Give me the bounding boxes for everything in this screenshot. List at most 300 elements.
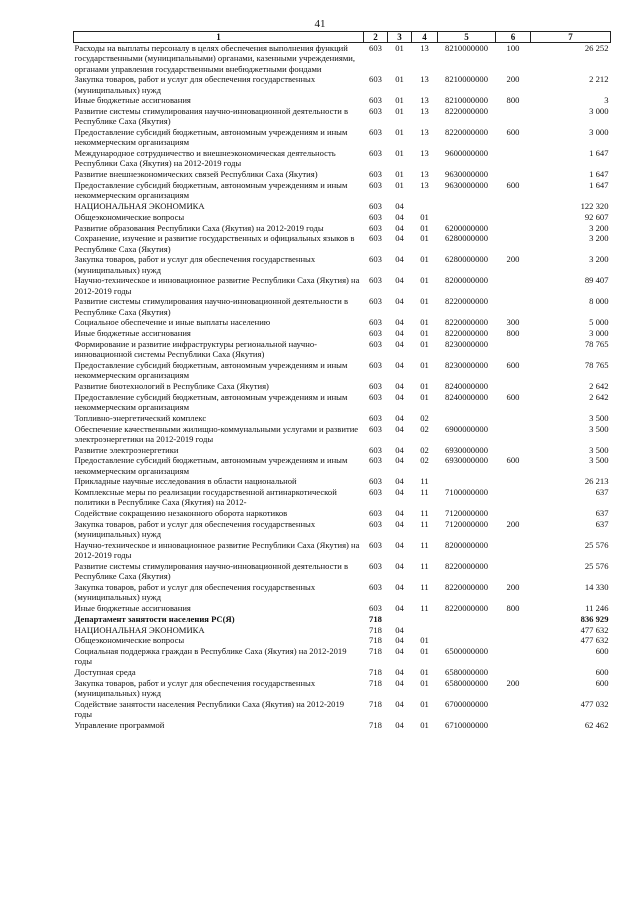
budget-table xyxy=(73,31,611,731)
cell-c6 xyxy=(496,381,531,392)
cell-c4: 01 xyxy=(420,254,429,265)
cell-c4: 13 xyxy=(420,43,429,54)
cell-c4: 13 xyxy=(420,169,429,180)
cell-c5 xyxy=(438,476,496,487)
cell-c3: 01 xyxy=(395,95,404,106)
cell-c6: 600 xyxy=(506,391,520,402)
table-row xyxy=(74,317,611,328)
cell-name: Формирование и развитие инфраструктуры региональной научно-инновационной системы Республики Саха (Якутия) xyxy=(74,338,318,360)
cell-c4: 11 xyxy=(420,508,429,519)
cell-name: Комплексные меры по реализации государственной антинаркотической политики в Республике Саха (Якутия) на 2012- xyxy=(74,487,337,508)
cell-c2: 718 xyxy=(369,624,382,635)
cell-c2: 603 xyxy=(369,74,382,85)
table-row xyxy=(74,127,611,148)
cell-c7: 3 200 xyxy=(589,254,609,265)
cell-c6 xyxy=(496,476,531,487)
cell-c7: 25 576 xyxy=(584,539,609,550)
cell-c2: 603 xyxy=(369,201,382,211)
table-row xyxy=(74,201,611,212)
cell-c4: 01 xyxy=(420,317,429,328)
cell-c3: 04 xyxy=(395,359,404,370)
cell-c6 xyxy=(496,275,531,296)
cell-name: Управление программой xyxy=(74,719,165,730)
cell-c5: 8210000000 xyxy=(445,43,488,54)
cell-c4: 01 xyxy=(420,222,429,233)
cell-c7: 92 607 xyxy=(584,211,609,222)
table-row xyxy=(74,275,611,296)
cell-c6: 800 xyxy=(506,602,520,613)
cell-c3: 04 xyxy=(395,487,404,498)
cell-name: НАЦИОНАЛЬНАЯ ЭКОНОМИКА xyxy=(74,201,205,211)
table-row xyxy=(74,487,611,508)
cell-c3: 04 xyxy=(395,444,404,455)
table-row xyxy=(74,254,611,275)
cell-c2: 603 xyxy=(369,275,382,286)
cell-c2: 603 xyxy=(369,380,382,391)
cell-c7: 78 765 xyxy=(584,359,609,370)
cell-c7: 3 500 xyxy=(589,444,609,455)
cell-c6: 200 xyxy=(506,254,520,265)
cell-c4: 11 xyxy=(420,560,429,571)
cell-c3: 01 xyxy=(395,169,404,180)
cell-c6 xyxy=(496,169,531,180)
table-row xyxy=(74,74,611,95)
table-row xyxy=(74,445,611,456)
cell-c7: 1 647 xyxy=(589,180,609,190)
cell-c4: 02 xyxy=(420,444,429,455)
cell-c7: 78 765 xyxy=(584,338,609,349)
cell-c3: 04 xyxy=(395,476,404,487)
cell-c5: 8230000000 xyxy=(445,359,488,370)
cell-c4 xyxy=(412,614,438,625)
cell-c5: 6280000000 xyxy=(445,233,488,244)
cell-c3: 04 xyxy=(395,677,404,688)
cell-c3: 04 xyxy=(395,581,404,592)
cell-c2: 718 xyxy=(369,719,382,730)
cell-c6: 600 xyxy=(506,455,520,466)
cell-name: Сохранение, изучение и развитие государственных и официальных языков в Республике Саха (Якутия) xyxy=(74,233,355,254)
cell-c4: 11 xyxy=(420,602,429,613)
cell-c4: 13 xyxy=(420,180,429,190)
cell-c4: 01 xyxy=(420,380,429,391)
header-col-7: 7 xyxy=(531,32,611,43)
cell-name: Закупка товаров, работ и услуг для обеспечения государственных (муниципальных) нужд xyxy=(74,677,316,699)
cell-c6 xyxy=(496,413,531,424)
cell-c4: 02 xyxy=(420,423,429,434)
cell-c2: 718 xyxy=(369,613,382,624)
cell-c2: 718 xyxy=(369,667,382,678)
cell-c7: 2 642 xyxy=(589,380,609,391)
cell-c2: 718 xyxy=(369,677,382,688)
cell-c6 xyxy=(496,339,531,360)
cell-name: Общеэкономические вопросы xyxy=(74,635,185,646)
cell-c7: 8 000 xyxy=(589,296,609,307)
table-row xyxy=(74,233,611,254)
header-col-1: 1 xyxy=(74,32,364,43)
cell-name: Предоставление субсидий бюджетным, автономным учреждениям и иным некоммерческим организациям xyxy=(74,127,348,148)
cell-c6 xyxy=(496,106,531,127)
cell-c3 xyxy=(388,614,412,625)
cell-c5: 8220000000 xyxy=(445,328,488,339)
cell-c2: 603 xyxy=(369,444,382,455)
cell-c5: 8200000000 xyxy=(445,275,488,286)
cell-c5: 6580000000 xyxy=(445,667,488,678)
cell-c2: 603 xyxy=(369,391,382,402)
cell-c5: 7120000000 xyxy=(445,508,488,519)
cell-c2: 603 xyxy=(369,455,382,466)
cell-c6 xyxy=(496,212,531,223)
cell-c2: 603 xyxy=(369,296,382,307)
cell-c5: 6280000000 xyxy=(445,254,488,265)
cell-c3: 04 xyxy=(395,328,404,339)
cell-c3: 01 xyxy=(395,74,404,85)
cell-c4: 01 xyxy=(420,667,429,678)
table-row xyxy=(74,561,611,582)
table-row xyxy=(74,360,611,381)
cell-c7: 637 xyxy=(595,508,609,519)
cell-c6 xyxy=(496,201,531,212)
cell-c3: 01 xyxy=(395,148,404,159)
cell-c3: 04 xyxy=(395,455,404,466)
cell-c3: 04 xyxy=(395,635,404,646)
cell-c3: 04 xyxy=(395,624,404,635)
table-body xyxy=(74,43,611,731)
table-row xyxy=(74,476,611,487)
cell-c5: 8240000000 xyxy=(445,391,488,402)
table-row xyxy=(74,106,611,127)
cell-c6: 200 xyxy=(506,581,520,592)
cell-name: Расходы на выплаты персоналу в целях обеспечения выполнения функций государственными (муниципальными) органами, казенными учреждениями, органами управления государственными внебюджетными фондами xyxy=(74,43,356,74)
cell-c2: 603 xyxy=(369,539,382,550)
cell-c2: 718 xyxy=(369,646,382,657)
cell-c6 xyxy=(496,561,531,582)
cell-c2: 603 xyxy=(369,148,382,159)
cell-c7: 600 xyxy=(595,677,609,688)
cell-c2: 603 xyxy=(369,412,382,423)
cell-c7: 14 330 xyxy=(584,581,609,592)
cell-c7: 3 200 xyxy=(589,233,609,244)
cell-c6 xyxy=(496,296,531,317)
cell-name: Социальное обеспечение и иные выплаты населению xyxy=(74,317,271,328)
table-row xyxy=(74,720,611,731)
cell-name: Научно-техническое и инновационное развитие Республики Саха (Якутия) на 2012-2019 годы xyxy=(74,539,360,561)
cell-c7: 836 929 xyxy=(580,613,609,624)
table-row xyxy=(74,339,611,360)
cell-c5: 6580000000 xyxy=(445,677,488,688)
cell-c5: 8210000000 xyxy=(445,95,488,106)
cell-c6: 600 xyxy=(506,127,520,138)
cell-c5: 8220000000 xyxy=(445,127,488,138)
cell-c7: 2 212 xyxy=(589,74,609,85)
cell-name: Закупка товаров, работ и услуг для обеспечения государственных (муниципальных) нужд xyxy=(74,518,316,540)
cell-c4: 13 xyxy=(420,127,429,138)
cell-name: Социальная поддержка граждан в Республике Саха (Якутия) на 2012-2019 годы xyxy=(74,646,347,667)
cell-c5 xyxy=(438,614,496,625)
cell-c4: 13 xyxy=(420,95,429,106)
cell-c2: 603 xyxy=(369,169,382,180)
cell-c7: 477 632 xyxy=(580,624,609,635)
cell-name: Развитие внешнеэкономических связей Республики Саха (Якутия) xyxy=(74,169,318,180)
cell-c6 xyxy=(496,625,531,636)
cell-c2: 603 xyxy=(369,233,382,244)
cell-c6 xyxy=(496,487,531,508)
cell-c6: 200 xyxy=(506,677,520,688)
cell-c5 xyxy=(438,212,496,223)
cell-c5: 6900000000 xyxy=(445,423,488,434)
cell-name: Закупка товаров, работ и услуг для обеспечения государственных (муниципальных) нужд xyxy=(74,254,316,275)
cell-c4: 01 xyxy=(420,677,429,688)
cell-c3: 04 xyxy=(395,646,404,657)
cell-c5: 6710000000 xyxy=(445,719,488,730)
cell-c2: 603 xyxy=(369,211,382,222)
cell-c4: 13 xyxy=(420,106,429,117)
cell-c2: 603 xyxy=(369,222,382,233)
cell-c7: 477 032 xyxy=(580,698,609,709)
table-row xyxy=(74,582,611,603)
table-header xyxy=(74,32,611,43)
table-row xyxy=(74,603,611,614)
cell-c4: 11 xyxy=(420,539,429,550)
table-row xyxy=(74,699,611,720)
cell-name: НАЦИОНАЛЬНАЯ ЭКОНОМИКА xyxy=(74,624,205,635)
cell-c6 xyxy=(496,720,531,731)
cell-c4 xyxy=(412,625,438,636)
cell-c4: 01 xyxy=(420,328,429,339)
cell-c3: 04 xyxy=(395,317,404,328)
table-row xyxy=(74,519,611,540)
table-row xyxy=(74,635,611,646)
table-row xyxy=(74,614,611,625)
cell-c2: 603 xyxy=(369,328,382,339)
cell-c2: 603 xyxy=(369,180,382,190)
cell-c4: 11 xyxy=(420,518,429,529)
cell-name: Закупка товаров, работ и услуг для обеспечения государственных (муниципальных) нужд xyxy=(74,74,316,95)
table-row xyxy=(74,508,611,519)
cell-c7: 26 252 xyxy=(584,43,609,54)
cell-c7: 637 xyxy=(595,487,609,498)
cell-name: Департамент занятости населения РС(Я) xyxy=(74,613,235,624)
cell-c6 xyxy=(496,445,531,456)
table-row xyxy=(74,646,611,667)
cell-c5 xyxy=(438,635,496,646)
cell-name: Развитие образования Республики Саха (Якутия) на 2012-2019 годы xyxy=(74,222,324,233)
cell-c2: 603 xyxy=(369,560,382,571)
cell-c7: 637 xyxy=(595,518,609,529)
cell-c6 xyxy=(496,233,531,254)
cell-c7: 3 500 xyxy=(589,455,609,466)
cell-c4: 01 xyxy=(420,233,429,244)
cell-c4: 02 xyxy=(420,455,429,466)
cell-c4: 01 xyxy=(420,296,429,307)
cell-name: Иные бюджетные ассигнования xyxy=(74,328,191,339)
cell-c3: 04 xyxy=(395,338,404,349)
table-row xyxy=(74,296,611,317)
cell-c2: 718 xyxy=(369,698,382,709)
cell-name: Содействие сокращению незаконного оборота наркотиков xyxy=(74,508,288,519)
cell-c2: 603 xyxy=(369,95,382,106)
cell-c4: 11 xyxy=(420,581,429,592)
table-row xyxy=(74,413,611,424)
cell-c7: 3 000 xyxy=(589,106,609,117)
cell-c3: 04 xyxy=(395,719,404,730)
cell-c3: 04 xyxy=(395,233,404,244)
cell-c7: 3 000 xyxy=(589,328,609,339)
header-col-6: 6 xyxy=(496,32,531,43)
cell-c4: 01 xyxy=(420,391,429,402)
cell-c2: 718 xyxy=(369,635,382,646)
table-row xyxy=(74,625,611,636)
cell-c5: 8220000000 xyxy=(445,581,488,592)
cell-c3: 04 xyxy=(395,698,404,709)
table-row xyxy=(74,212,611,223)
cell-c3: 04 xyxy=(395,518,404,529)
cell-c6 xyxy=(496,508,531,519)
cell-c7: 26 213 xyxy=(584,476,609,487)
cell-c7: 3 500 xyxy=(589,423,609,434)
cell-name: Развитие электроэнергетики xyxy=(74,444,179,455)
cell-name: Международное сотрудничество и внешнеэкономическая деятельность Республики Саха (Якутия) на 2012-2019 годы xyxy=(74,148,336,169)
cell-c2: 603 xyxy=(369,106,382,117)
cell-name: Развитие системы стимулирования научно-инновационной деятельности в Республике Саха (Якутия) xyxy=(74,560,349,582)
cell-c2: 603 xyxy=(369,43,382,54)
cell-c6 xyxy=(496,699,531,720)
cell-c7: 600 xyxy=(595,667,609,678)
cell-c4: 02 xyxy=(420,412,429,423)
cell-c5: 6500000000 xyxy=(445,646,488,657)
table-row xyxy=(74,95,611,106)
cell-c5 xyxy=(438,201,496,212)
cell-c5: 8240000000 xyxy=(445,380,488,391)
cell-c3: 04 xyxy=(395,602,404,613)
cell-c5: 8200000000 xyxy=(445,539,488,550)
table-row xyxy=(74,540,611,561)
cell-c2: 603 xyxy=(369,518,382,529)
cell-c6 xyxy=(496,646,531,667)
cell-name: Иные бюджетные ассигнования xyxy=(74,602,191,613)
cell-c5: 6930000000 xyxy=(445,455,488,466)
cell-c2: 603 xyxy=(369,359,382,370)
cell-c2: 603 xyxy=(369,317,382,328)
cell-c5: 8220000000 xyxy=(445,296,488,307)
cell-c5: 8230000000 xyxy=(445,338,488,349)
cell-name: Прикладные научные исследования в области национальной xyxy=(74,476,297,487)
cell-c2: 603 xyxy=(369,487,382,498)
cell-c3: 04 xyxy=(395,211,404,222)
cell-c6: 800 xyxy=(506,95,520,106)
table-row xyxy=(74,169,611,180)
cell-c6: 600 xyxy=(506,359,520,370)
cell-name: Развитие биотехнологий в Республике Саха (Якутия) xyxy=(74,380,269,391)
cell-c6: 200 xyxy=(506,518,520,529)
cell-c4: 01 xyxy=(420,359,429,370)
cell-c3: 04 xyxy=(395,222,404,233)
cell-c7: 1 647 xyxy=(589,169,609,180)
table-row xyxy=(74,455,611,476)
cell-name: Предоставление субсидий бюджетным, автономным учреждениям и иным некоммерческим организациям xyxy=(74,391,348,412)
cell-c5: 6700000000 xyxy=(445,698,488,709)
cell-name: Обеспечение качественными жилищно-коммунальными услугами и развитие электроэнергетики на 2012-2019 годы xyxy=(74,423,359,444)
cell-c6: 200 xyxy=(506,74,520,85)
cell-c7: 2 642 xyxy=(589,391,609,402)
table-row xyxy=(74,667,611,678)
table-row xyxy=(74,381,611,392)
cell-name: Доступная среда xyxy=(74,667,136,678)
cell-c6: 800 xyxy=(506,328,520,339)
cell-c6: 600 xyxy=(506,180,520,190)
cell-c6 xyxy=(496,614,531,625)
header-col-3: 3 xyxy=(388,32,412,43)
cell-name: Топливно-энергетический комплекс xyxy=(74,412,207,423)
cell-c4: 01 xyxy=(420,338,429,349)
cell-c3: 01 xyxy=(395,43,404,54)
cell-c2: 603 xyxy=(369,254,382,265)
cell-name: Предоставление субсидий бюджетным, автономным учреждениям и иным некоммерческим организациям xyxy=(74,455,348,476)
header-col-4: 4 xyxy=(412,32,438,43)
cell-c5: 8210000000 xyxy=(445,74,488,85)
cell-c5: 9630000000 xyxy=(445,169,488,180)
cell-c2: 603 xyxy=(369,338,382,349)
cell-c2: 603 xyxy=(369,476,382,487)
cell-c5: 6930000000 xyxy=(445,444,488,455)
cell-c7: 5 000 xyxy=(589,317,609,328)
table-row xyxy=(74,424,611,445)
table-row xyxy=(74,223,611,234)
cell-c4: 01 xyxy=(420,211,429,222)
cell-c6 xyxy=(496,148,531,169)
cell-c5: 7120000000 xyxy=(445,518,488,529)
cell-c3: 04 xyxy=(395,508,404,519)
cell-c2: 603 xyxy=(369,602,382,613)
cell-c4: 01 xyxy=(420,719,429,730)
cell-name: Содействие занятости населения Республики Саха (Якутия) на 2012-2019 годы xyxy=(74,698,345,720)
cell-c2: 603 xyxy=(369,581,382,592)
cell-c5: 6200000000 xyxy=(445,222,488,233)
cell-c7: 62 462 xyxy=(584,719,609,730)
cell-c6 xyxy=(496,424,531,445)
cell-c3: 04 xyxy=(395,201,404,211)
cell-c4: 13 xyxy=(420,74,429,85)
cell-c3: 04 xyxy=(395,412,404,423)
table-row xyxy=(74,180,611,201)
cell-name: Общеэкономические вопросы xyxy=(74,211,185,222)
cell-c3: 01 xyxy=(395,127,404,138)
cell-c7: 600 xyxy=(595,646,609,657)
cell-c3: 04 xyxy=(395,254,404,265)
cell-c6 xyxy=(496,667,531,678)
cell-c3: 04 xyxy=(395,275,404,286)
cell-c6 xyxy=(496,635,531,646)
cell-c4: 13 xyxy=(420,148,429,159)
cell-c6: 100 xyxy=(506,43,520,54)
page-number: 41 xyxy=(314,18,326,30)
cell-c7: 11 246 xyxy=(585,602,609,613)
cell-c5: 8220000000 xyxy=(445,106,488,117)
cell-c3: 04 xyxy=(395,423,404,434)
cell-c7: 89 407 xyxy=(584,275,609,286)
cell-c7: 3 000 xyxy=(589,127,609,138)
header-col-5: 5 xyxy=(438,32,496,43)
cell-name: Предоставление субсидий бюджетным, автономным учреждениям и иным некоммерческим организациям xyxy=(74,359,348,381)
table-row xyxy=(74,43,611,75)
cell-c6 xyxy=(496,223,531,234)
table-row xyxy=(74,328,611,339)
table-row xyxy=(74,678,611,699)
cell-c5: 9630000000 xyxy=(445,180,488,190)
cell-c7: 3 200 xyxy=(589,222,609,233)
cell-c3: 04 xyxy=(395,667,404,678)
cell-c7: 3 xyxy=(604,95,609,106)
cell-c3: 04 xyxy=(395,560,404,571)
